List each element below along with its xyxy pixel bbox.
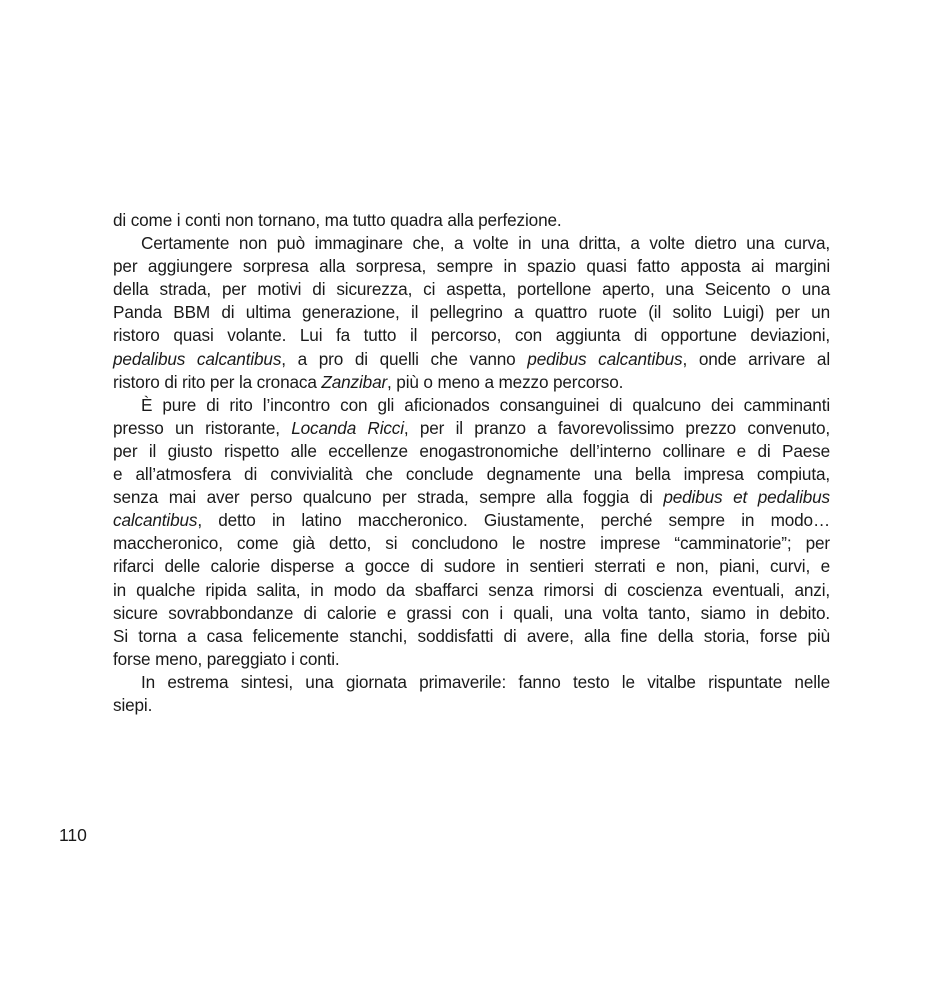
text-run: Si torna a casa felicemente stanchi, soddisfatti di avere, alla fine della storia, forse più (113, 625, 830, 646)
text-run: ristoro quasi volante. Lui fa tutto il percorso, con aggiunta di opportune deviazioni, (113, 325, 830, 346)
italic-text: Zanzibar (321, 371, 388, 392)
text-line (113, 440, 830, 463)
text-line (113, 602, 830, 625)
text-run: di come i conti non tornano, ma tutto quadra alla perfezione. (113, 210, 562, 230)
italic-text: pedibus calcantibus (527, 348, 683, 369)
text-run: della strada, per motivi di sicurezza, ci aspetta, portellone aperto, una Seicento o una (113, 279, 830, 300)
text-line (113, 371, 830, 394)
paragraph (113, 671, 830, 717)
italic-text: calcantibus (113, 510, 198, 531)
italic-text: pedalibus calcantibus (113, 348, 282, 369)
text-run: , detto in latino maccheronico. Giustamente, perché sempre in modo… (197, 510, 830, 531)
text-line (113, 278, 830, 301)
text-run: Panda BBM di ultima generazione, il pellegrino a quattro ruote (il solito Luigi) per un (113, 302, 830, 323)
text-line (113, 255, 830, 278)
paragraph (113, 209, 830, 232)
text-run: In estrema sintesi, una giornata primaverile: fanno testo le vitalbe rispuntate nelle (141, 671, 830, 692)
page-number: 110 (59, 825, 87, 845)
text-line (113, 394, 830, 417)
text-line (113, 232, 830, 255)
text-line (113, 209, 830, 232)
text-line (113, 648, 830, 671)
text-line (113, 324, 830, 347)
text-line (113, 417, 830, 440)
italic-text: pedibus et pedalibus (663, 487, 830, 508)
text-run: per aggiungere sorpresa alla sorpresa, sempre in spazio quasi fatto apposta ai margini (113, 256, 830, 277)
text-run: , per il pranzo a favorevolissimo prezzo convenuto, (403, 417, 830, 438)
text-run: rifarci delle calorie disperse a gocce di sudore in sentieri sterrati e non, piani, curvi, e (113, 556, 830, 577)
text-run: sicure sovrabbondanze di calorie e grassi con i quali, una volta tanto, siamo in debito. (113, 602, 830, 623)
text-run: presso un ristorante, (113, 417, 292, 438)
text-run: per il giusto rispetto alle eccellenze enogastronomiche dell’interno collinare e di Paese (113, 440, 830, 461)
text-run: È pure di rito l’incontro con gli aficionados consanguinei di qualcuno dei camminanti (141, 394, 830, 415)
paragraph (113, 394, 830, 671)
text-line (113, 301, 830, 324)
text-line (113, 694, 830, 717)
text-line (113, 486, 830, 509)
text-run: Certamente non può immaginare che, a volte in una dritta, a volte dietro una curva, (141, 233, 830, 254)
text-run: , a pro di quelli che vanno (281, 348, 528, 369)
text-line (113, 579, 830, 602)
text-run: ristoro di rito per la cronaca (113, 371, 322, 392)
text-line (113, 555, 830, 578)
text-line (113, 532, 830, 555)
text-run: , più o meno a mezzo percorso. (387, 371, 624, 392)
text-run: maccheronico, come già detto, si concludono le nostre imprese “camminatorie”; per (113, 533, 830, 554)
text-line (113, 671, 830, 694)
text-run: in qualche ripida salita, in modo da sbaffarci senza rimorsi di coscienza eventuali, anzi, (113, 579, 830, 600)
text-run: e all’atmosfera di convivialità che conclude degnamente una bella impresa compiuta, (113, 464, 830, 485)
text-run: , onde arrivare al (682, 348, 830, 369)
paragraph (113, 232, 830, 394)
text-line (113, 348, 830, 371)
text-line (113, 463, 830, 486)
italic-text: Locanda Ricci (291, 417, 404, 438)
text-run: forse meno, pareggiato i conti. (113, 648, 340, 669)
text-line (113, 509, 830, 532)
text-line (113, 625, 830, 648)
text-run: siepi. (113, 694, 153, 715)
body-text (113, 209, 830, 717)
text-run: senza mai aver perso qualcuno per strada, sempre alla foggia di (113, 487, 664, 508)
